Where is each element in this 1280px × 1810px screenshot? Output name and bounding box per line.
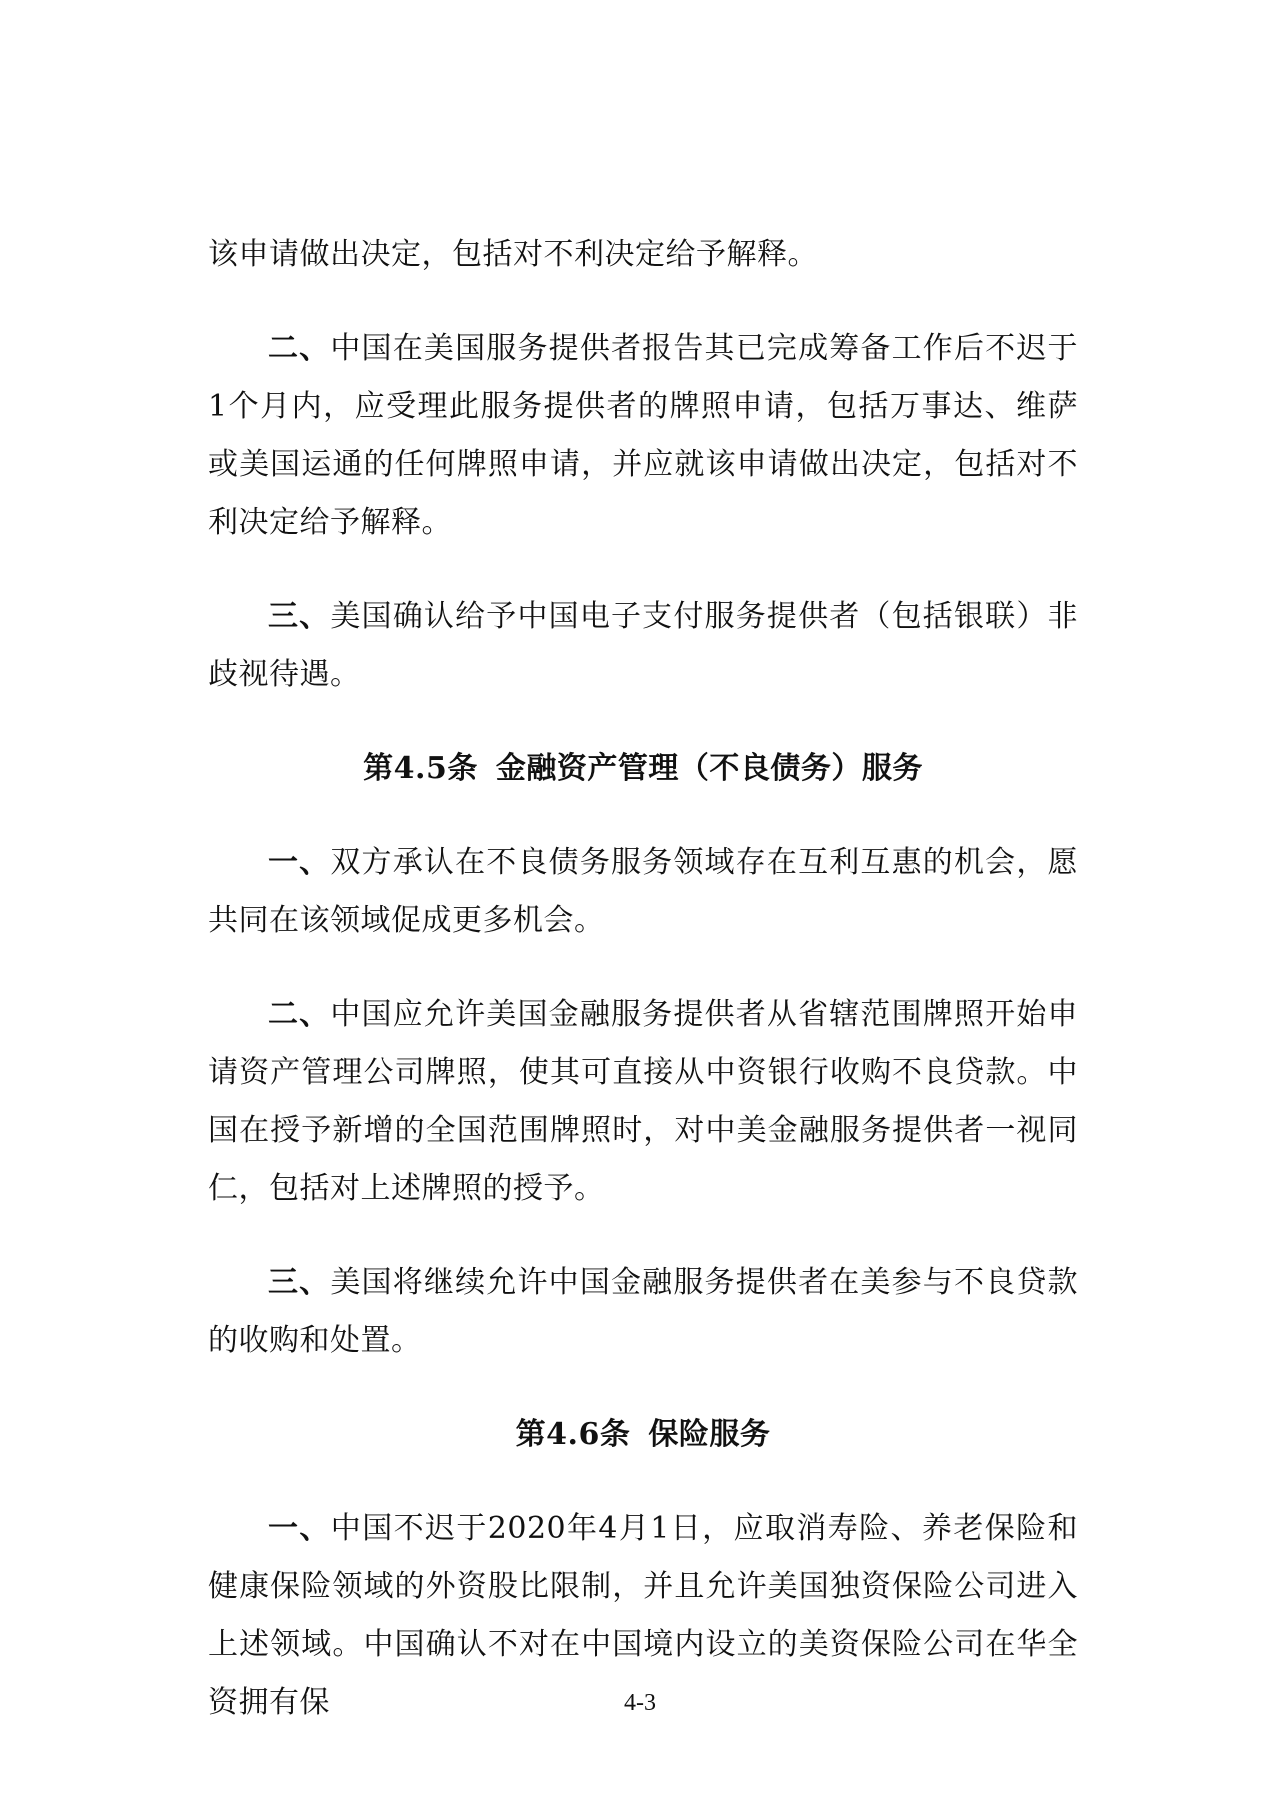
paragraph-continuation: [208, 226, 1078, 284]
section-title: 金融资产管理（不良债务）服务: [495, 751, 923, 786]
paragraph-4-5-3: [208, 1254, 1078, 1370]
paragraph-text: 美国将继续允许中国金融服务提供者在美参与不良贷款的收购和处置。: [208, 1265, 1079, 1358]
paragraph-text: 中国应允许美国金融服务提供者从省辖范围牌照开始申请资产管理公司牌照，使其可直接从中资银行收购不良贷款。中国在授予新增的全国范围牌照时，对中美金融服务提供者一视同仁，包括对上述牌照的授予。: [208, 997, 1079, 1206]
page-number: 4-3: [624, 1690, 656, 1716]
document-body: [208, 226, 1078, 1768]
paragraph-4-4-2: [208, 320, 1078, 552]
paragraph-text: 中国不迟于2020年4月1日，应取消寿险、养老保险和健康保险领域的外资股比限制，并且允许美国独资保险公司进入上述领域。中国确认不对在中国境内设立的美资保险公司在华全资拥有保: [208, 1511, 1078, 1720]
paragraph-4-5-1: [208, 834, 1078, 950]
paragraph-text: 美国确认给予中国电子支付服务提供者（包括银联）非歧视待遇。: [208, 599, 1079, 692]
paragraph-ordinal: 二、: [268, 997, 331, 1032]
paragraph-text: 中国在美国服务提供者报告其已完成筹备工作后不迟于1个月内，应受理此服务提供者的牌照申请，包括万事达、维萨或美国运通的任何牌照申请，并应就该申请做出决定，包括对不利决定给予解释。: [208, 331, 1079, 540]
paragraph-ordinal: 三、: [268, 1265, 331, 1300]
paragraph-text: 该申请做出决定，包括对不利决定给予解释。: [208, 237, 818, 272]
section-heading-4-5: [208, 740, 1078, 798]
section-number: 第4.5条: [363, 751, 478, 786]
section-number: 第4.6条: [515, 1417, 631, 1452]
paragraph-ordinal: 二、: [268, 331, 331, 366]
paragraph-4-4-3: [208, 588, 1078, 704]
paragraph-text: 双方承认在不良债务服务领域存在互利互惠的机会，愿共同在该领域促成更多机会。: [208, 845, 1079, 938]
paragraph-ordinal: 三、: [268, 599, 331, 634]
section-title: 保险服务: [648, 1417, 771, 1452]
paragraph-4-5-2: [208, 986, 1078, 1218]
paragraph-ordinal: 一、: [268, 845, 331, 880]
section-heading-4-6: [208, 1406, 1078, 1464]
paragraph-ordinal: 一、: [268, 1511, 331, 1546]
